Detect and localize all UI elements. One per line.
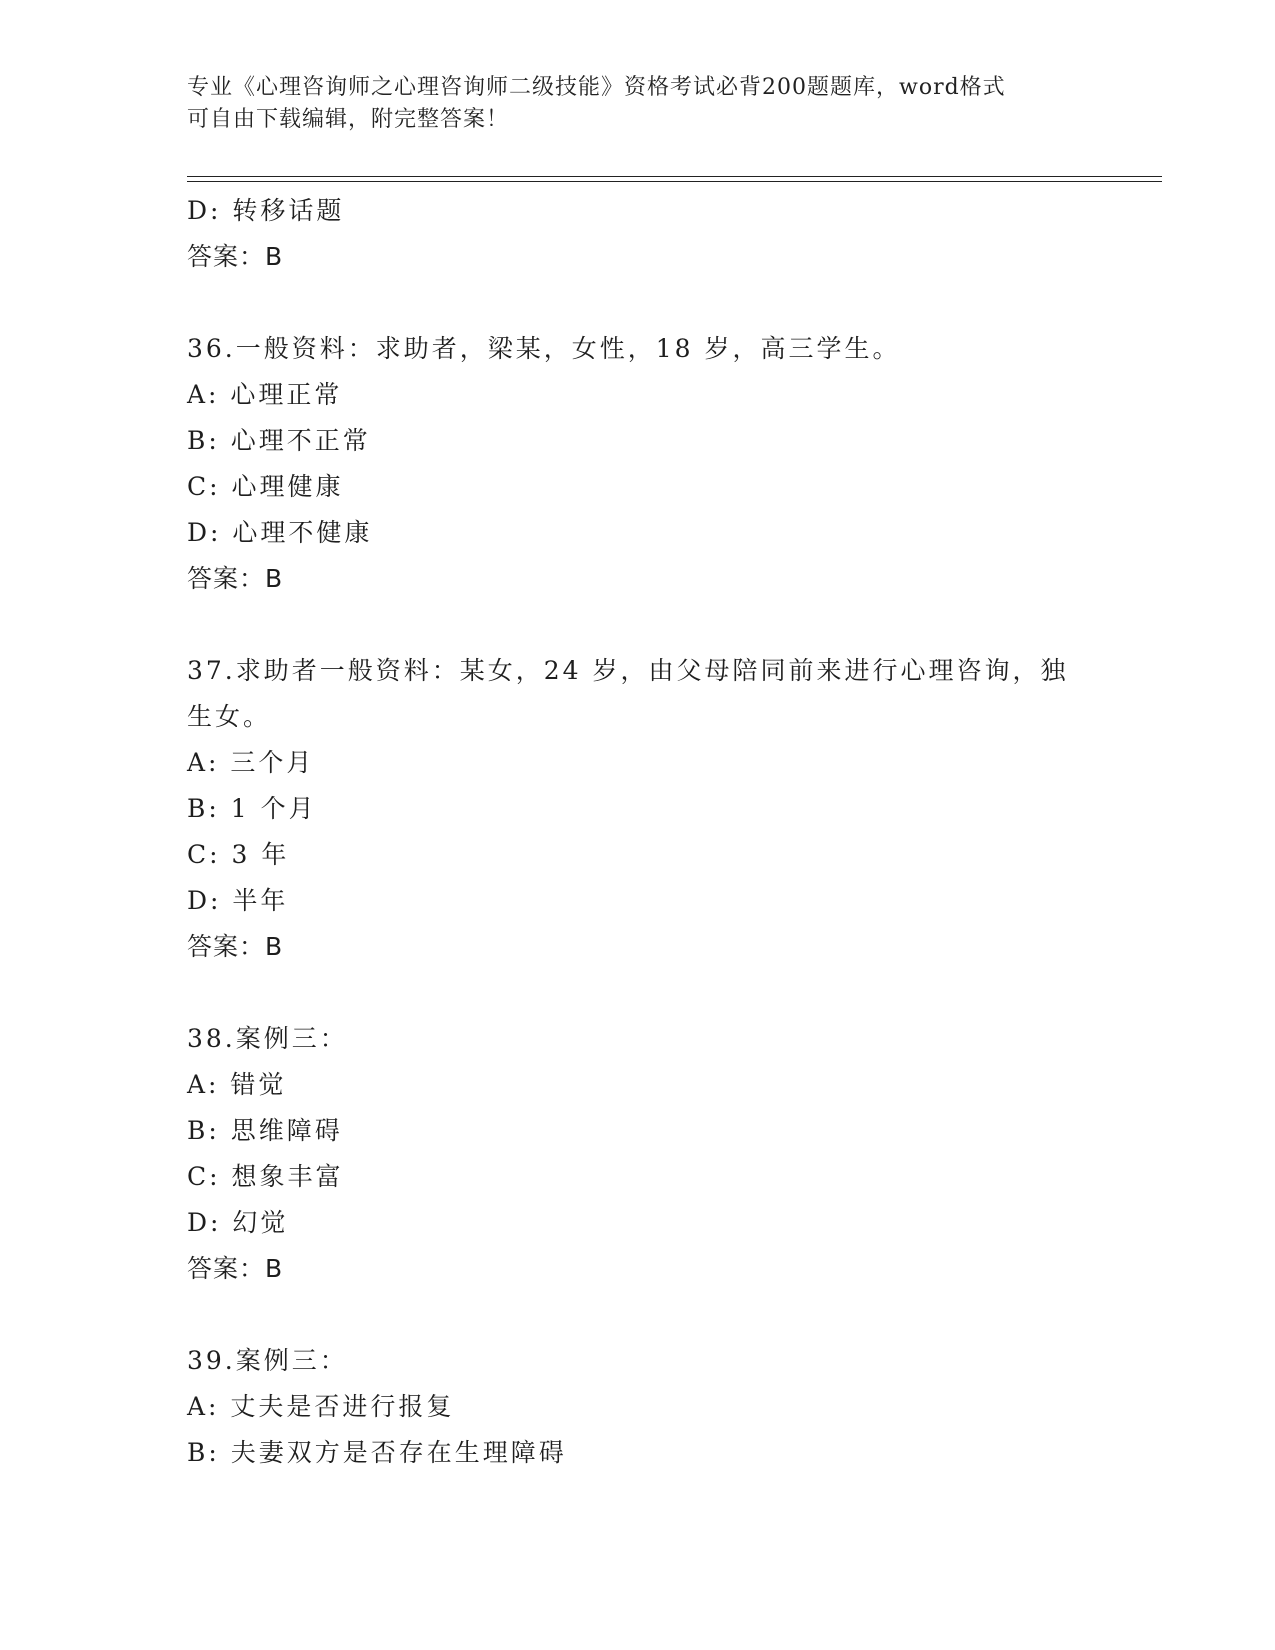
question-39 (187, 1338, 1087, 1476)
option-b: B: 1 个月 (187, 794, 317, 823)
question-stem: 38.案例三： (187, 1024, 348, 1053)
option-a: A: 错觉 (187, 1070, 287, 1099)
header-title-line-1: 专业《心理咨询师之心理咨询师二级技能》资格考试必背200题题库，word格式 (187, 75, 1006, 100)
header-divider-top (187, 176, 1162, 177)
answer-line: 答案：B (187, 932, 284, 961)
question-stem: 36.一般资料：求助者，梁某，女性，18 岁，高三学生。 (187, 334, 901, 363)
option-a: A: 三个月 (187, 748, 315, 777)
spacer (187, 1292, 1087, 1338)
spacer (187, 970, 1087, 1016)
question-38 (187, 1016, 1087, 1292)
header-title-line-2: 可自由下载编辑，附完整答案！ (187, 107, 510, 132)
question-36 (187, 326, 1087, 602)
option-b: B: 心理不正常 (187, 426, 371, 455)
question-list (187, 188, 1087, 1476)
option-a: A: 丈夫是否进行报复 (187, 1392, 455, 1421)
question-37 (187, 648, 1087, 970)
answer-line: 答案：B (187, 1254, 284, 1283)
header-divider-bottom (187, 181, 1162, 182)
answer-line: 答案：B (187, 242, 284, 271)
document-header (187, 72, 1087, 136)
spacer (187, 602, 1087, 648)
option-c: C: 3 年 (187, 840, 290, 869)
question-stem: 39.案例三： (187, 1346, 348, 1375)
option-a: A: 心理正常 (187, 380, 343, 409)
option-d: D: 转移话题 (187, 196, 345, 225)
spacer (187, 280, 1087, 326)
option-d: D: 心理不健康 (187, 518, 373, 547)
option-c: C: 心理健康 (187, 472, 344, 501)
question-stem: 37.求助者一般资料：某女，24 岁，由父母陪同前来进行心理咨询，独 (187, 656, 1069, 685)
option-b: B: 夫妻双方是否存在生理障碍 (187, 1438, 567, 1467)
question-stem-continued: 生女。 (187, 702, 272, 731)
previous-question-tail (187, 188, 1087, 280)
option-c: C: 想象丰富 (187, 1162, 344, 1191)
option-d: D: 幻觉 (187, 1208, 289, 1237)
option-d: D: 半年 (187, 886, 289, 915)
option-b: B: 思维障碍 (187, 1116, 343, 1145)
answer-line: 答案：B (187, 564, 284, 593)
